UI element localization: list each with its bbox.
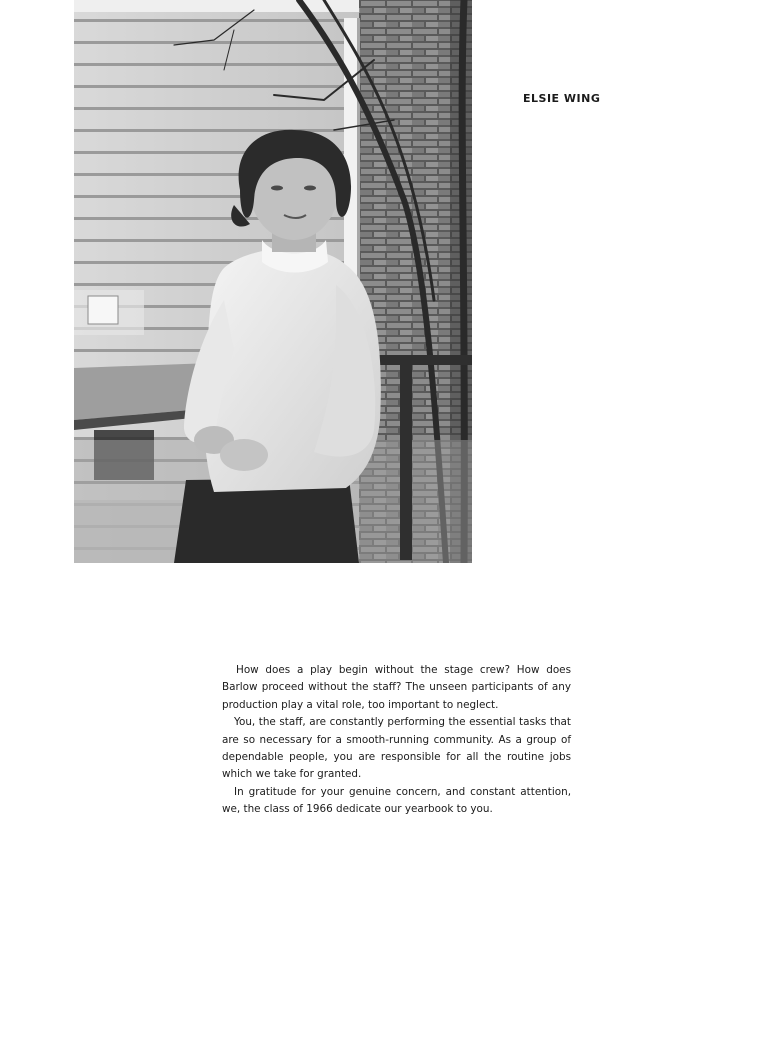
dedication-paragraph: You, the staff, are constantly performing the essential tasks that are so necessary for a smooth-running community. As a group of dependable people, you are responsible for all the routine jobs which we take for granted. [222, 716, 571, 781]
dedication-paragraph: How does a play begin without the stage crew? How does Barlow proceed without the staff? The unseen participants of any production play a vital role, too important to neglect. [222, 664, 571, 711]
dedication-text [222, 662, 571, 819]
portrait-photo [74, 0, 472, 563]
dedication-paragraph: In gratitude for your genuine concern, and constant attention, we, the class of 1966 dedicate our yearbook to you. [222, 785, 571, 816]
portrait-caption: ELSIE WING [523, 92, 601, 105]
